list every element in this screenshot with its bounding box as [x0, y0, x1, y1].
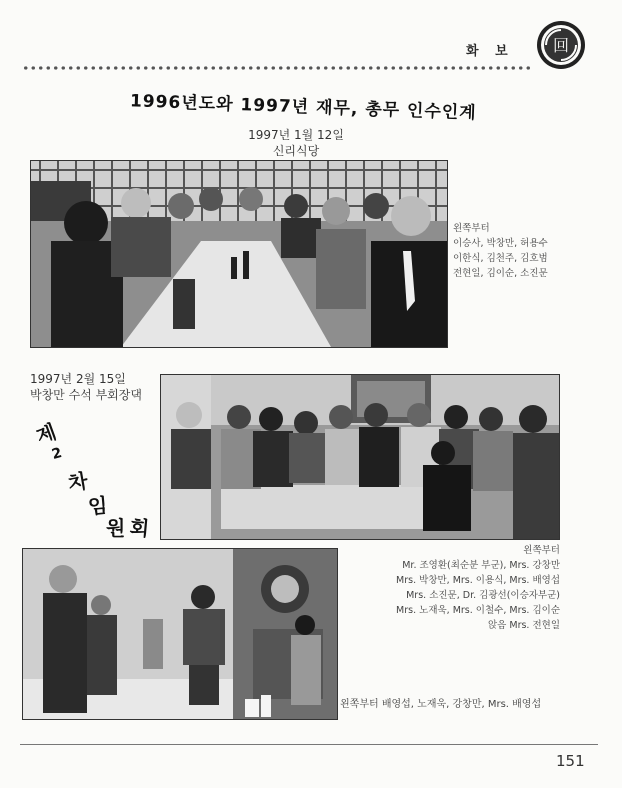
article2-date: 1997년 2월 15일 [30, 372, 126, 386]
article1-caption [453, 221, 613, 281]
footer-rule [20, 744, 598, 745]
section-label: 화 보 [466, 44, 514, 59]
vertical-title-char: 임 [87, 493, 109, 519]
caption-line: Mr. 조영환(최순분 부군), Mrs. 강창만 [402, 560, 560, 571]
vertical-title-char: 제 [32, 419, 60, 449]
emblem-glyph: 回 [552, 36, 570, 55]
caption-heading: 왼쪽부터 [453, 223, 490, 234]
caption-line: 이승사, 박창만, 허용수 [453, 238, 548, 249]
caption-line: Mrs. 박창만, Mrs. 이용식, Mrs. 배영섭 [396, 575, 560, 586]
article2-place: 박창만 수석 부회장댁 [30, 388, 142, 402]
photo-home-gathering [160, 374, 560, 540]
vertical-title-char: 2 [50, 445, 64, 463]
caption-line: 앉음 Mrs. 전현일 [488, 620, 560, 631]
article1-date: 1997년 1월 12일 [248, 128, 344, 142]
vertical-title-char: 회 [128, 515, 151, 541]
caption-heading: 왼쪽부터 [523, 545, 560, 556]
vertical-title-char: 원 [106, 516, 126, 540]
article3-caption: 왼쪽부터 배영섭, 노재욱, 강창만, Mrs. 배영섭 [340, 699, 542, 710]
dotted-rule [22, 64, 530, 72]
article1-place: 신리식당 [272, 144, 320, 158]
photo-restaurant-group [30, 160, 448, 348]
caption-line: Mrs. 노재욱, Mrs. 이철수, Mrs. 김이순 [396, 605, 560, 616]
photo-dancing [22, 548, 338, 720]
caption-line: 전현일, 김이순, 소진문 [453, 268, 548, 279]
caption-line: 이한식, 김천주, 김호범 [453, 253, 548, 264]
article2-caption [300, 543, 560, 633]
emblem-logo [536, 20, 586, 70]
caption-line: Mrs. 소진문, Dr. 김광선(이승자부군) [406, 590, 560, 601]
vertical-title-char: 차 [66, 468, 90, 496]
article-title: 1996년도와 1997년 재무, 총무 인수인계 [129, 91, 477, 124]
page-number: 151 [556, 752, 585, 770]
